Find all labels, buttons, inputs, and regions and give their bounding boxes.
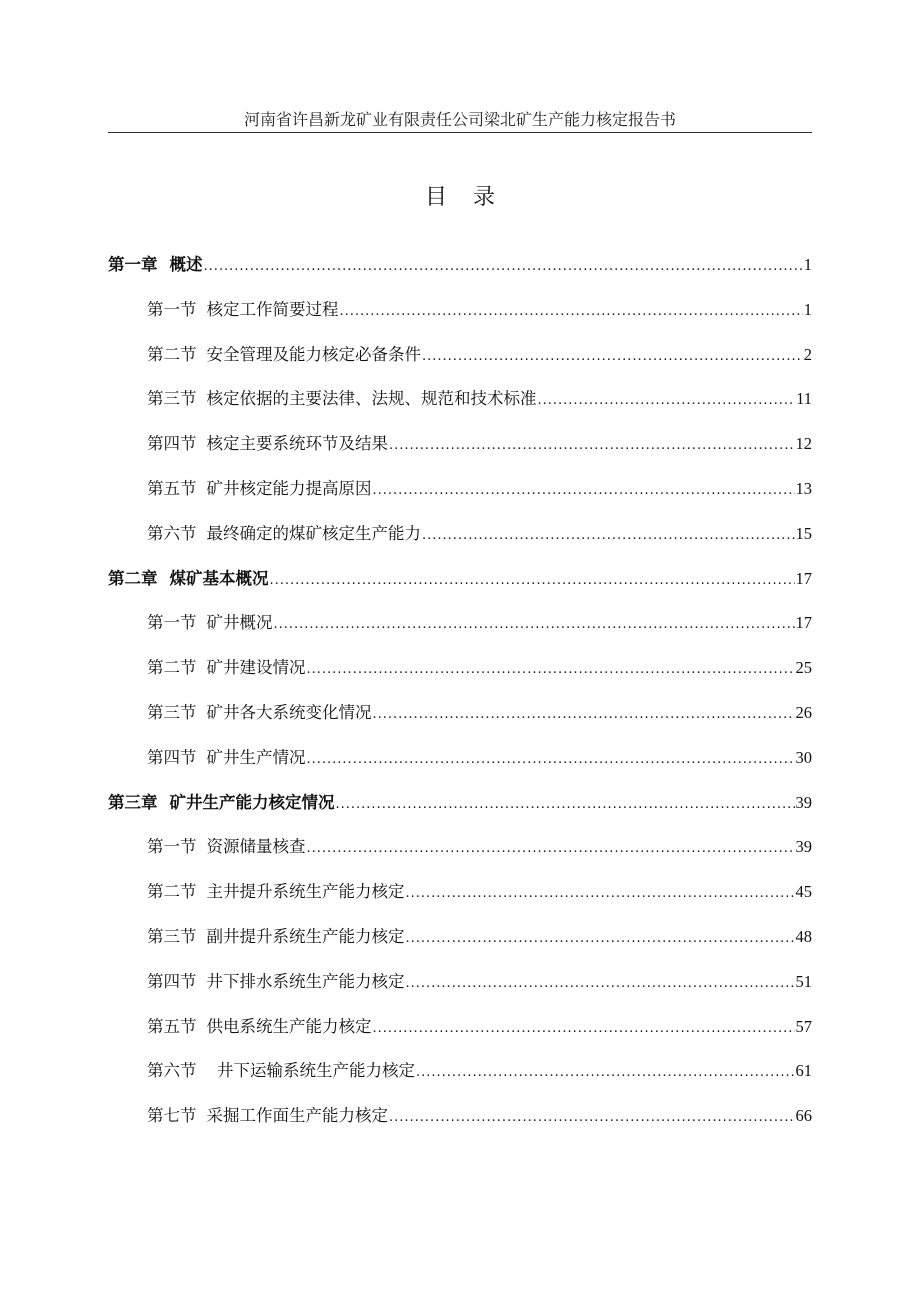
toc-dot-leader [406, 926, 795, 952]
toc-title [108, 183, 812, 213]
toc-section-entry[interactable] [108, 342, 812, 387]
toc-entry-label: 资源储量核查 [206, 837, 306, 857]
toc-page-number: 15 [795, 523, 812, 543]
toc-entry-number: 第三节 [147, 926, 197, 946]
toc-section-entry[interactable] [108, 834, 812, 879]
toc-page-number: 2 [803, 344, 812, 364]
toc-page-number: 13 [795, 478, 812, 498]
toc-page-number: 1 [803, 299, 812, 319]
toc-entry-number: 第二章 [108, 568, 158, 588]
toc-dot-leader [422, 523, 795, 549]
toc-entry-number: 第五节 [147, 478, 197, 498]
toc-entry-label: 矿井各大系统变化情况 [206, 702, 372, 722]
toc-section-entry[interactable] [108, 521, 812, 566]
toc-entry-label: 矿井概况 [206, 613, 273, 633]
toc-page-number: 39 [795, 837, 812, 857]
toc-entry-label: 煤矿基本概况 [169, 568, 269, 588]
toc-page-number: 26 [795, 702, 812, 722]
toc-chapter-entry[interactable] [108, 252, 812, 297]
toc-section-entry[interactable] [108, 1058, 812, 1103]
toc-chapter-entry[interactable] [108, 790, 812, 835]
toc-page-number: 12 [795, 434, 812, 454]
table-of-contents [108, 252, 812, 1148]
toc-entry-number: 第一章 [108, 255, 158, 274]
toc-section-entry[interactable] [108, 1103, 812, 1148]
toc-entry-label: 概述 [169, 255, 203, 274]
toc-entry-number: 第六节 [147, 523, 197, 543]
toc-dot-leader [389, 433, 795, 459]
toc-entry-number: 第六节 [147, 1061, 197, 1081]
toc-section-entry[interactable] [108, 655, 812, 700]
toc-entry-label: 副井提升系统生产能力核定 [206, 926, 405, 946]
toc-page-number: 25 [795, 658, 812, 678]
toc-page-number: 17 [795, 613, 812, 633]
toc-entry-label: 主井提升系统生产能力核定 [206, 882, 405, 902]
toc-section-entry[interactable] [108, 879, 812, 924]
toc-entry-number: 第二节 [147, 658, 197, 678]
toc-entry-number: 第二节 [147, 344, 197, 364]
toc-entry-number: 第四节 [147, 434, 197, 454]
toc-entry-label: 核定依据的主要法律、法规、规范和技术标准 [206, 389, 537, 409]
toc-page-number: 61 [795, 1061, 812, 1081]
toc-section-entry[interactable] [108, 431, 812, 476]
toc-page-number: 66 [795, 1106, 812, 1126]
toc-dot-leader [307, 657, 795, 683]
toc-entry-number: 第一节 [147, 299, 197, 319]
toc-entry-number: 第四节 [147, 747, 197, 767]
toc-section-entry[interactable] [108, 969, 812, 1014]
toc-section-entry[interactable] [108, 700, 812, 745]
toc-page-number: 48 [795, 926, 812, 946]
toc-dot-leader [373, 478, 795, 504]
toc-dot-leader [270, 568, 795, 594]
toc-section-entry[interactable] [108, 297, 812, 342]
toc-dot-leader [406, 881, 795, 907]
toc-dot-leader [373, 702, 795, 728]
toc-dot-leader [373, 1016, 795, 1042]
toc-page-number: 1 [803, 255, 812, 274]
toc-dot-leader [340, 299, 803, 325]
toc-entry-number: 第三节 [147, 702, 197, 722]
toc-page-number: 51 [795, 971, 812, 991]
toc-page-number: 11 [796, 389, 812, 409]
toc-dot-leader [422, 344, 803, 370]
toc-entry-label: 矿井核定能力提高原因 [206, 478, 372, 498]
header-rule [108, 132, 812, 133]
toc-entry-number: 第三章 [108, 792, 158, 812]
toc-entry-number: 第二节 [147, 882, 197, 902]
toc-dot-leader [307, 836, 795, 862]
toc-dot-leader [406, 971, 795, 997]
toc-chapter-entry[interactable] [108, 566, 812, 611]
toc-entry-number: 第一节 [147, 837, 197, 857]
toc-page-number: 57 [795, 1016, 812, 1036]
toc-dot-leader [274, 612, 795, 638]
toc-entry-number: 第三节 [147, 389, 197, 409]
toc-entry-label: 矿井建设情况 [206, 658, 306, 678]
toc-section-entry[interactable] [108, 386, 812, 431]
toc-entry-label: 安全管理及能力核定必备条件 [206, 344, 421, 364]
toc-entry-number: 第五节 [147, 1016, 197, 1036]
toc-title-right: 录 [473, 185, 496, 210]
toc-entry-label: 井下排水系统生产能力核定 [206, 971, 405, 991]
toc-entry-label: 采掘工作面生产能力核定 [206, 1106, 388, 1126]
toc-dot-leader [307, 747, 795, 773]
toc-page-number: 30 [795, 747, 812, 767]
toc-section-entry[interactable] [108, 745, 812, 790]
toc-entry-label: 供电系统生产能力核定 [206, 1016, 372, 1036]
toc-entry-number: 第七节 [147, 1106, 197, 1126]
toc-entry-number: 第四节 [147, 971, 197, 991]
toc-dot-leader [416, 1060, 795, 1086]
toc-dot-leader [538, 388, 796, 414]
toc-entry-label: 矿井生产情况 [206, 747, 306, 767]
toc-entry-label: 井下运输系统生产能力核定 [206, 1061, 415, 1081]
toc-page-number: 39 [795, 792, 812, 812]
toc-dot-leader [389, 1105, 795, 1131]
toc-entry-label: 矿井生产能力核定情况 [169, 792, 335, 812]
toc-page-number: 45 [795, 882, 812, 902]
toc-section-entry[interactable] [108, 476, 812, 521]
toc-entry-label: 核定工作简要过程 [206, 299, 339, 319]
toc-entry-label: 最终确定的煤矿核定生产能力 [206, 523, 421, 543]
toc-section-entry[interactable] [108, 610, 812, 655]
toc-entry-label: 核定主要系统环节及结果 [206, 434, 388, 454]
running-header: 河南省许昌新龙矿业有限责任公司梁北矿生产能力核定报告书 [243, 110, 676, 129]
toc-title-left: 目 [424, 185, 447, 210]
toc-section-entry[interactable] [108, 924, 812, 969]
toc-dot-leader [336, 792, 795, 818]
toc-page-number: 17 [795, 568, 812, 588]
toc-entry-number: 第一节 [147, 613, 197, 633]
toc-dot-leader [204, 254, 803, 280]
toc-section-entry[interactable] [108, 1014, 812, 1059]
